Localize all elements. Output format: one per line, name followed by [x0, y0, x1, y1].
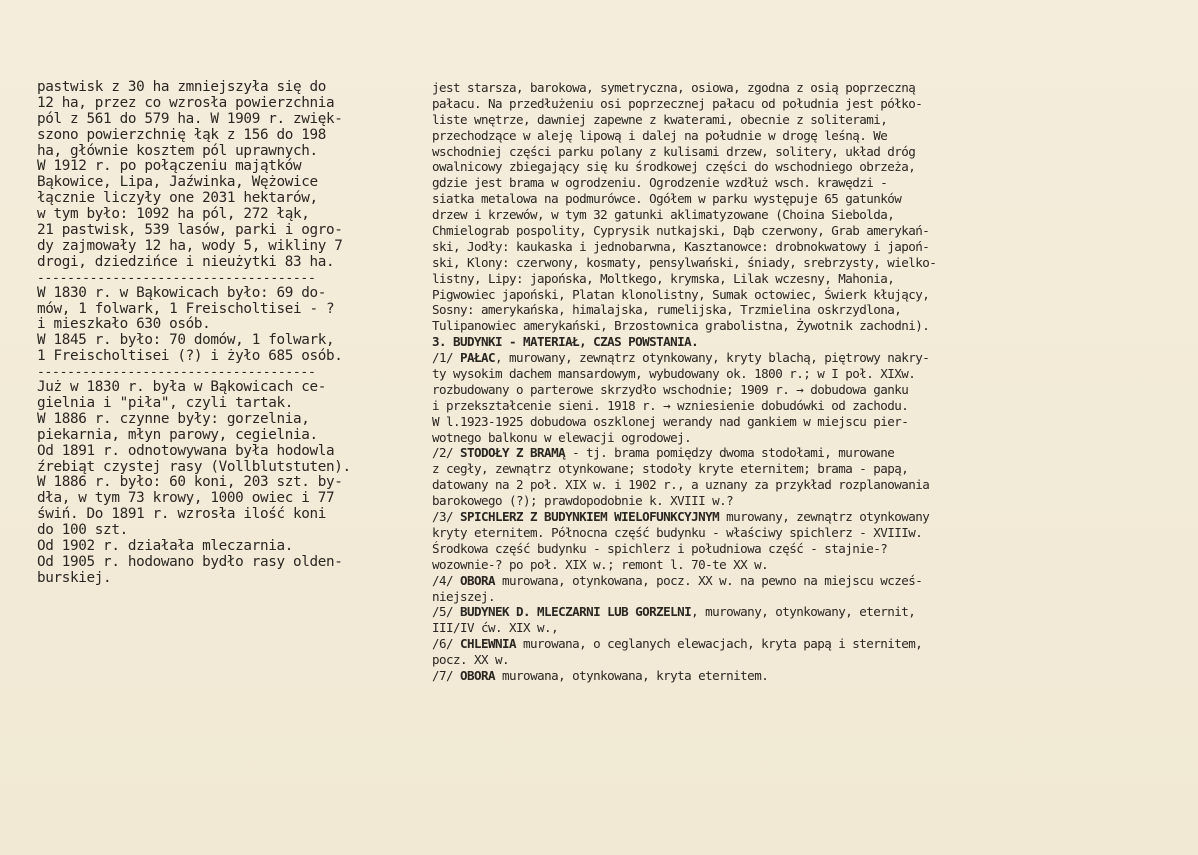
text-line — [432, 477, 1167, 493]
text-line — [432, 493, 1167, 509]
text-line — [432, 350, 1167, 366]
body-text: barokowego (?); prawdopodobnie k. XVIII w.? — [432, 493, 734, 509]
text-line: szono powierzchnię łąk z 156 do 198 — [37, 126, 327, 143]
body-text: murowana, otynkowana, kryta eternitem. — [495, 667, 769, 683]
text-line: Od 1902 r. działała mleczarnia. — [37, 538, 293, 555]
body-text: pocz. XX w. — [432, 652, 510, 668]
left-block-land-use — [37, 80, 417, 271]
text-line: Bąkowice, Lipa, Jaźwinka, Wężowice — [37, 174, 318, 191]
text-line — [432, 445, 1167, 461]
text-line — [432, 589, 1167, 605]
text-line — [432, 430, 1167, 446]
text-line — [432, 525, 1167, 541]
body-text: Pigwowiec japoński, Platan klonolistny, Sumak octowiec, Świerk kłujący, — [432, 286, 930, 302]
text-line — [432, 287, 1167, 303]
text-line: dła, w tym 73 krowy, 1000 owiec i 77 — [37, 490, 335, 507]
body-text: murowana, otynkowana, pocz. XX w. na pewno na miejscu wcześ- — [495, 572, 923, 588]
heading-bold: STODOŁY Z BRAMĄ — [460, 445, 566, 461]
heading-bold: OBORA — [460, 572, 496, 588]
item-number: /7/ — [432, 667, 461, 683]
body-text: , murowany, zewnątrz otynkowany, kryty blachą, piętrowy nakry- — [495, 350, 930, 366]
text-line — [432, 239, 1167, 255]
body-text: Chmielograb pospolity, Cyprysik nutkajski, Dąb czerwony, Grab amerykań- — [432, 223, 930, 239]
body-text: rozbudowany o parterowe skrzydło wschodnie; 1909 r. → dobudowa ganku — [432, 381, 909, 397]
text-line — [432, 636, 1167, 652]
text-line: Już w 1830 r. była w Bąkowicach ce- — [37, 379, 327, 396]
text-line: ha, głównie kosztem pól uprawnych. — [37, 142, 318, 159]
text-line: 21 pastwisk, 539 lasów, parki i ogro- — [37, 222, 343, 239]
heading-bold: 3. BUDYNKI - MATERIAŁ, CZAS POWSTANIA. — [432, 334, 699, 350]
text-line — [432, 573, 1167, 589]
left-block-population — [37, 286, 417, 365]
item-number: /2/ — [432, 445, 461, 461]
separator: ------------------------------------- — [37, 368, 316, 379]
text-line: 1 Freischoltisei (?) i żyło 685 osób. — [37, 348, 343, 365]
body-text: , murowany, otynkowany, eternit, — [691, 604, 916, 620]
body-text: i przekształcenie sieni. 1918 r. → wzniesienie dobudówki od zachodu. — [432, 397, 909, 413]
heading-bold: PAŁAC — [460, 350, 496, 366]
body-text: ty wysokim dachem mansardowym, wybudowany ok. 1800 r.; w I poł. XIXw. — [432, 366, 916, 382]
text-line: źrebiąt czystej rasy (Vollblutstuten). — [37, 458, 351, 475]
text-line: dy zajmowały 12 ha, wody 5, wikliny 7 — [37, 237, 343, 254]
item-number: /3/ — [432, 509, 461, 525]
text-line — [432, 414, 1167, 430]
body-text: przechodzące w aleję lipową i dalej na południe w drogę leśną. We — [432, 127, 888, 143]
body-text: murowany, zewnątrz otynkowany — [719, 509, 930, 525]
text-line: W 1845 r. było: 70 domów, 1 folwark, — [37, 332, 335, 349]
heading-bold: CHLEWNIA — [460, 636, 517, 652]
item-number: /1/ — [432, 350, 461, 366]
heading-bold: SPICHLERZ Z BUDYNKIEM WIELOFUNKCYJNYM — [460, 509, 720, 525]
text-line — [432, 652, 1167, 668]
body-text: - tj. brama pomiędzy dwoma stodołami, murowane — [565, 445, 895, 461]
body-text: siatka metalowa na podmurówce. Ogółem w parku występuje 65 gatunków — [432, 191, 902, 207]
body-text: niejszej. — [432, 588, 496, 604]
item-number: /4/ — [432, 572, 461, 588]
body-text: murowana, o ceglanych elewacjach, kryta papą i sternitem, — [516, 636, 923, 652]
text-line: W 1830 r. w Bąkowicach było: 69 do- — [37, 284, 327, 301]
text-line — [432, 509, 1167, 525]
text-line — [432, 255, 1167, 271]
text-line — [432, 128, 1167, 144]
text-line — [432, 557, 1167, 573]
text-line — [432, 620, 1167, 636]
text-line: łącznie liczyły one 2031 hektarów, — [37, 190, 318, 207]
text-line — [432, 541, 1167, 557]
text-line — [432, 334, 1167, 350]
body-text: Sosny: amerykańska, himalajska, rumelijska, Trzmielina oskrzydlona, — [432, 302, 902, 318]
text-line — [432, 223, 1167, 239]
left-block-industry — [37, 380, 417, 587]
text-line: Od 1891 r. odnotowywana była hodowla — [37, 442, 335, 459]
body-text: owalnicowy zbiegający się ku środkowej części do wschodniego obrzeża, — [432, 159, 916, 175]
body-text: W l.1923-1925 dobudowa oszklonej werandy nad gankiem w miejscu pier- — [432, 413, 909, 429]
body-text: ski, Klony: czerwony, kosmaty, pensylwański, śniady, srebrzysty, wielko- — [432, 254, 937, 270]
body-text: III/IV ćw. XIX w., — [432, 620, 559, 636]
item-number: /5/ — [432, 604, 461, 620]
body-text: listny, Lipy: japońska, Moltkego, krymska, Lilak wczesny, Mahonia, — [432, 270, 895, 286]
body-text: liste wnętrze, dawniej zapewne z kwaterami, obecnie z soliterami, — [432, 111, 888, 127]
text-line — [432, 398, 1167, 414]
text-line — [432, 207, 1167, 223]
body-text: wschodniej części parku polany z kulisami drzew, solitery, układ dróg — [432, 143, 916, 159]
text-line: mów, 1 folwark, 1 Freischoltisei - ? — [37, 300, 335, 317]
body-text: Tulipanowiec amerykański, Brzostownica grabolistna, Żywotnik zachodni). — [432, 318, 930, 334]
body-text: Środkowa część budynku - spichlerz i południowa część - stajnie-? — [432, 540, 888, 556]
body-text: z cegły, zewnątrz otynkowane; stodoły kryte eternitem; brama - papą, — [432, 461, 909, 477]
body-text: jest starsza, barokowa, symetryczna, osiowa, zgodna z osią poprzeczną — [432, 80, 916, 95]
text-line: i mieszkało 630 osób. — [37, 316, 211, 333]
text-line — [432, 191, 1167, 207]
text-line: drogi, dziedzińce i nieużytki 83 ha. — [37, 253, 335, 270]
text-line: gielnia i "piła", czyli tartak. — [37, 395, 293, 412]
text-line: piekarnia, młyn parowy, cegielnia. — [37, 426, 318, 443]
text-line — [432, 382, 1167, 398]
text-line — [432, 271, 1167, 287]
separator: ------------------------------------- — [37, 273, 316, 284]
body-text: drzew i krzewów, w tym 32 gatunki aklimatyzowane (Choina Siebolda, — [432, 207, 895, 223]
text-line: 12 ha, przez co wzrosła powierzchnia — [37, 94, 335, 111]
text-line: pastwisk z 30 ha zmniejszyła się do — [37, 79, 327, 95]
text-line — [432, 175, 1167, 191]
text-line: W 1912 r. po połączeniu majątków — [37, 158, 302, 175]
text-line — [432, 80, 1167, 96]
body-text: ski, Jodły: kaukaska i jednobarwna, Kasztanowce: drobnokwatowy i japoń- — [432, 238, 930, 254]
text-line: do 100 szt. — [37, 522, 128, 539]
right-column — [432, 80, 1167, 684]
body-text: kryty eternitem. Północna część budynku - właściwy spichlerz - XVIIIw. — [432, 524, 923, 540]
item-number: /6/ — [432, 636, 461, 652]
body-text: pałacu. Na przedłużeniu osi poprzecznej pałacu od południa jest półko- — [432, 95, 923, 111]
text-line — [432, 96, 1167, 112]
left-column — [37, 80, 417, 587]
heading-bold: BUDYNEK D. MLECZARNI LUB GORZELNI — [460, 604, 692, 620]
text-line: Od 1905 r. hodowano bydło rasy olden- — [37, 553, 343, 570]
text-line: W 1886 r. czynne były: gorzelnia, — [37, 410, 310, 427]
text-line — [432, 461, 1167, 477]
text-line: świń. Do 1891 r. wzrosła ilość koni — [37, 506, 327, 523]
text-line: pól z 561 do 579 ha. W 1909 r. zwięk- — [37, 110, 343, 127]
text-line — [432, 302, 1167, 318]
body-text: gdzie jest brama w ogrodzeniu. Ogrodzenie wzdłuż wsch. krawędzi - — [432, 175, 888, 191]
text-line — [432, 159, 1167, 175]
text-line — [432, 112, 1167, 128]
text-line: burskiej. — [37, 569, 112, 586]
text-line: w tym było: 1092 ha pól, 272 łąk, — [37, 206, 310, 223]
body-text: datowany na 2 poł. XIX w. i 1902 r., a uznany za przykład rozplanowania — [432, 477, 930, 493]
text-line — [432, 144, 1167, 160]
heading-bold: OBORA — [460, 667, 496, 683]
text-line — [432, 366, 1167, 382]
text-line — [432, 668, 1167, 684]
text-line — [432, 604, 1167, 620]
body-text: wozownie-? po poł. XIX w.; remont l. 70-te XX w. — [432, 556, 769, 572]
text-line — [432, 318, 1167, 334]
text-line: W 1886 r. było: 60 koni, 203 szt. by- — [37, 474, 343, 491]
body-text: wotnego balkonu w elewacji ogrodowej. — [432, 429, 692, 445]
